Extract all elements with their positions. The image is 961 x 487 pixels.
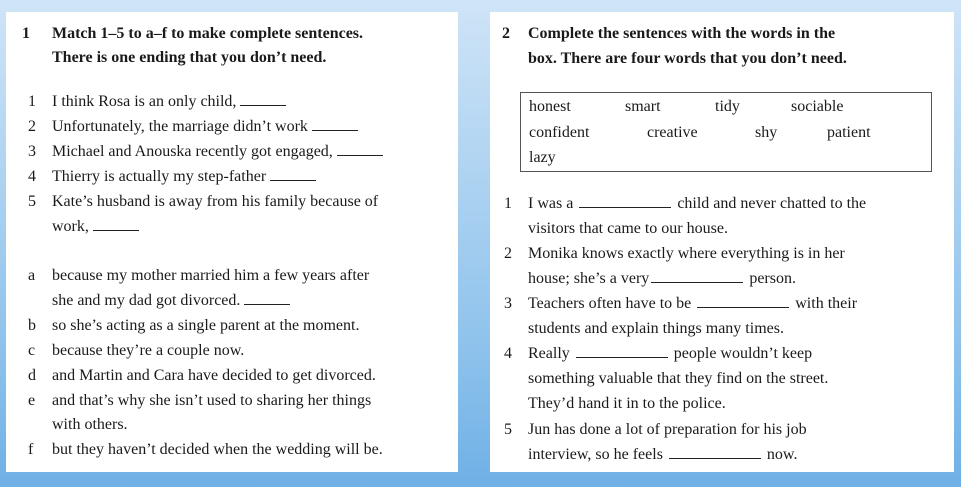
exercise-2-title-line2: box. There are four words that you don’t need.: [528, 50, 847, 67]
exercise-1-title-line2: There is one ending that you don’t need.: [52, 49, 327, 66]
sentence-text: people wouldn’t keep: [673, 345, 813, 362]
exercise-1-panel: [6, 12, 458, 472]
sentence-text: Monika knows exactly where everything is in her: [528, 245, 845, 262]
sentence-text: now.: [766, 446, 798, 463]
sentence-label: 1: [504, 195, 512, 212]
exercise-1-title-line1: Match 1–5 to a–f to make complete sentences.: [52, 25, 364, 42]
ending-label: a: [28, 267, 36, 284]
word-box-word: creative: [647, 124, 698, 141]
answer-blank[interactable]: [651, 268, 743, 283]
word-box-word: patient: [827, 124, 871, 141]
item-label: 3: [28, 143, 36, 160]
answer-blank[interactable]: [270, 166, 316, 181]
exercise-1-number: 1: [22, 25, 30, 42]
item-text: Michael and Anouska recently got engaged,: [52, 143, 333, 160]
item-text: Kate’s husband is away from his family because of: [52, 193, 379, 210]
answer-blank[interactable]: [576, 343, 668, 358]
word-box-word: tidy: [715, 98, 740, 115]
ending-text: because my mother married him a few years after: [52, 267, 370, 284]
sentence-label: 5: [504, 421, 512, 438]
item-label: 1: [28, 93, 36, 110]
answer-blank[interactable]: [697, 293, 789, 308]
item-label: 2: [28, 118, 36, 135]
ending-text: with others.: [52, 416, 128, 433]
ending-text: so she’s acting as a single parent at the moment.: [52, 317, 360, 334]
sentence-text: with their: [795, 295, 858, 312]
sentence-text: house; she’s a very: [528, 270, 650, 287]
ending-text: and Martin and Cara have decided to get divorced.: [52, 367, 376, 384]
ending-label: e: [28, 392, 36, 409]
sentence-label: 4: [504, 345, 512, 362]
sentence-text: Teachers often have to be: [528, 295, 692, 312]
ending-text: she and my dad got divorced.: [52, 292, 241, 309]
item-label: 5: [28, 193, 36, 210]
ending-text: because they’re a couple now.: [52, 342, 245, 359]
sentence-text: person.: [749, 270, 796, 287]
sentence-text: Really: [528, 345, 570, 362]
exercise-2-number: 2: [502, 25, 510, 42]
word-box-word: confident: [529, 124, 590, 141]
sentence-text: Jun has done a lot of preparation for his job: [528, 421, 807, 438]
exercise-2-panel: [490, 12, 954, 472]
ending-label: d: [28, 367, 36, 384]
answer-blank[interactable]: [312, 116, 358, 131]
word-box-word: lazy: [529, 149, 556, 166]
item-text: Thierry is actually my step-father: [52, 168, 267, 185]
exercise-2-title-line1: Complete the sentences with the words in the: [528, 25, 836, 42]
answer-blank[interactable]: [93, 216, 139, 231]
ending-text: but they haven’t decided when the wedding will be.: [52, 441, 383, 458]
answer-blank[interactable]: [669, 444, 761, 459]
word-box-word: smart: [625, 98, 661, 115]
item-label: 4: [28, 168, 36, 185]
sentence-text: interview, so he feels: [528, 446, 663, 463]
ending-label: c: [28, 342, 36, 359]
sentence-text: They’d hand it in to the police.: [528, 395, 726, 412]
item-text: Unfortunately, the marriage didn’t work: [52, 118, 308, 135]
ending-label: b: [28, 317, 36, 334]
answer-blank[interactable]: [244, 290, 290, 305]
answer-blank[interactable]: [240, 91, 286, 106]
word-box: [520, 92, 932, 172]
item-text: work,: [52, 218, 89, 235]
word-box-word: shy: [755, 124, 778, 141]
sentence-text: I was a: [528, 195, 574, 212]
word-box-word: sociable: [791, 98, 844, 115]
sentence-text: visitors that came to our house.: [528, 220, 728, 237]
answer-blank[interactable]: [337, 141, 383, 156]
ending-label: f: [28, 441, 34, 458]
sentence-label: 2: [504, 245, 512, 262]
sentence-text: something valuable that they find on the street.: [528, 370, 829, 387]
sentence-text: child and never chatted to the: [677, 195, 867, 212]
item-text: I think Rosa is an only child,: [52, 93, 237, 110]
word-box-word: honest: [529, 98, 571, 115]
ending-text: and that’s why she isn’t used to sharing her things: [52, 392, 372, 409]
answer-blank[interactable]: [579, 193, 671, 208]
sentence-label: 3: [504, 295, 512, 312]
sentence-text: students and explain things many times.: [528, 320, 784, 337]
